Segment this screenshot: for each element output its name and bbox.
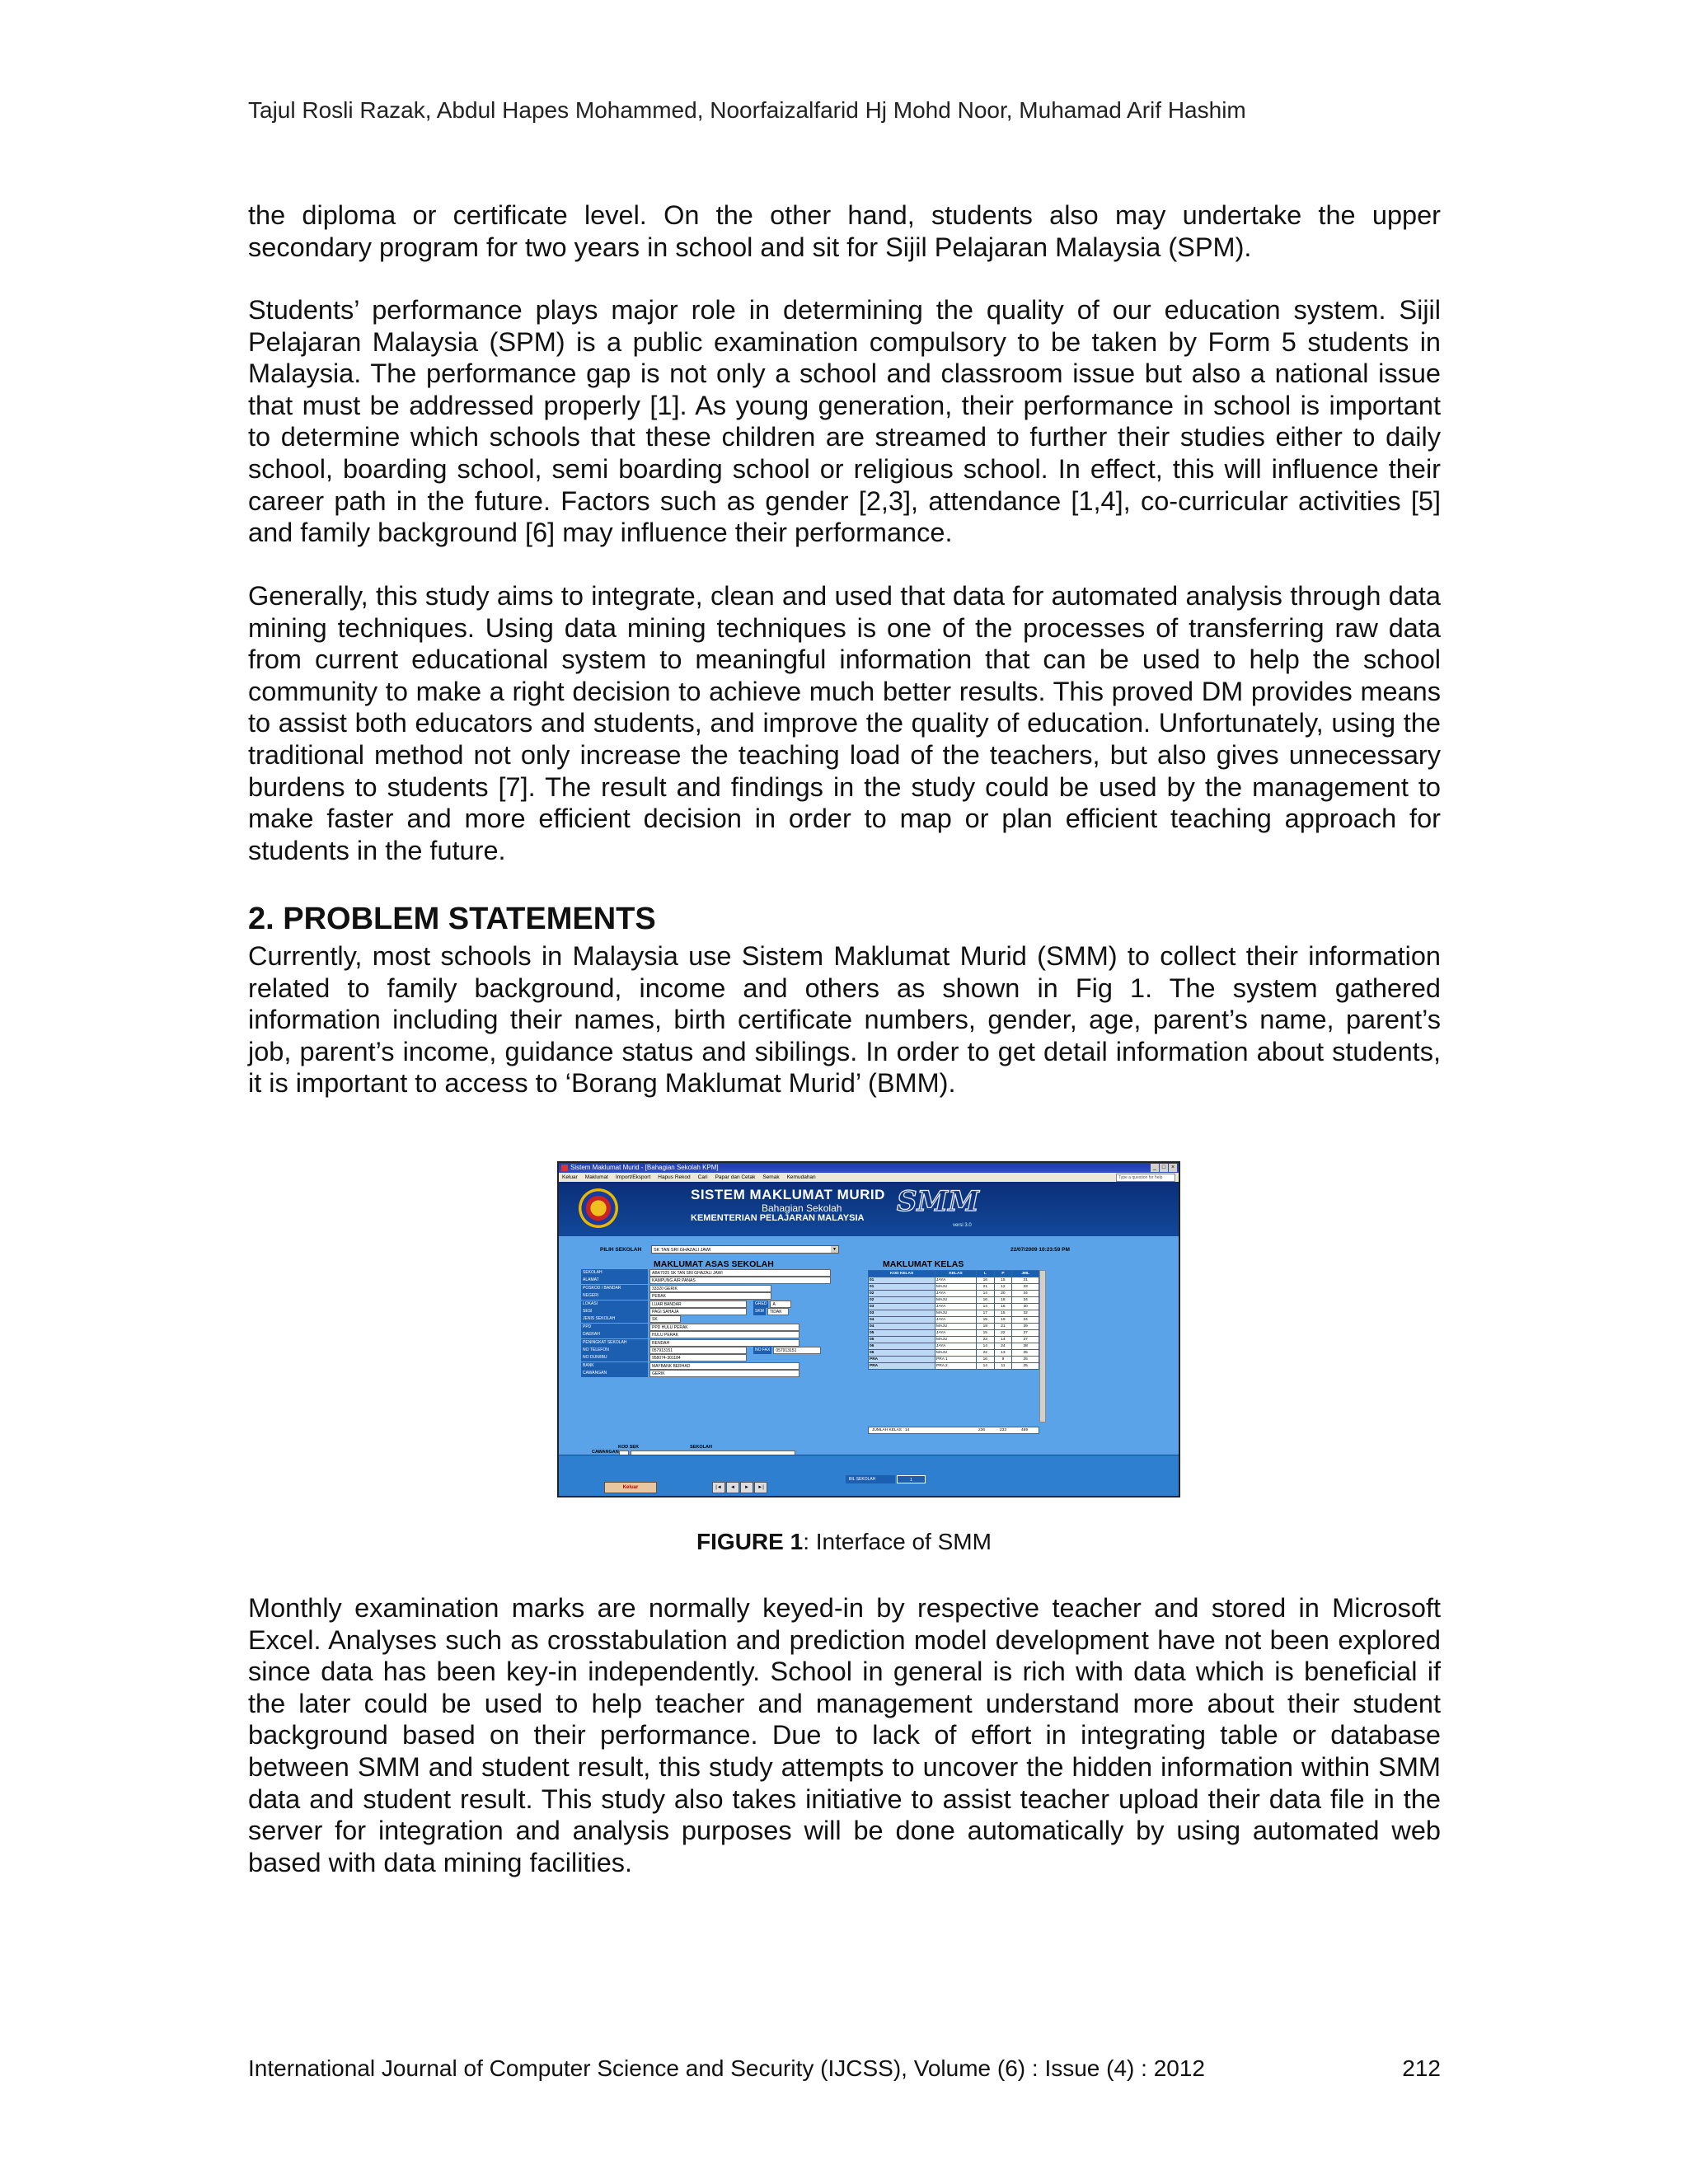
cell-jml: 33 <box>1012 1284 1039 1291</box>
pilih-sekolah-value: SK TAN SRI GHAZALI JAWI <box>654 1248 711 1253</box>
paragraph-smm-usage: Currently, most schools in Malaysia use Sistem Maklumat Murid (SMM) to collect their information related to family background, income and others as shown in Fig 1. The system gathered information including their names, birth certificate numbers, gender, age, parent’s name, parent’s job, parent’s income, guidance status and sibilings. In order to get detail information about students, it is important to access to ‘Borang Maklumat Murid’ (BMM). <box>248 941 1441 1099</box>
jumlah-l: 236 <box>978 1428 985 1432</box>
figure-caption <box>0 1529 1688 1555</box>
bil-sekolah-label: BIL SEKOLAH <box>846 1475 895 1483</box>
table-row[interactable] <box>869 1330 1039 1337</box>
form-field-label: SEKOLAH <box>581 1269 648 1277</box>
form-field-label: NO TELEFON <box>581 1347 648 1354</box>
datetime-display: 22/07/2009 10:23:59 PM <box>1010 1247 1070 1253</box>
journal-citation: International Journal of Computer Science and Security (IJCSS), Volume (6) : Issue (4) : 2012 <box>248 2055 1206 2081</box>
cell-p: 22 <box>994 1330 1012 1337</box>
cell-kelas: JAYA <box>935 1343 977 1350</box>
cell-kod: 02 <box>869 1297 935 1304</box>
table-row[interactable] <box>869 1284 1039 1291</box>
cell-kelas: MAJU <box>935 1324 977 1330</box>
form-field-value[interactable]: SK <box>649 1315 681 1323</box>
table-row[interactable] <box>869 1317 1039 1324</box>
form-field-value[interactable]: 057913151 <box>649 1347 747 1354</box>
cell-l: 15 <box>977 1317 995 1324</box>
paragraph-performance: Students’ performance plays major role in determining the quality of our education system. Sijil Pelajaran Malaysia (SPM) is a public examination compulsory to be taken by Form 5 students in Malaysia. The performance gap is not only a school and classroom issue but also a national issue that must be addressed properly [1]. As young generation, their performance in school is important to determine which schools that these children are streamed to further their studies either to daily school, boarding school, semi boarding school or religious school. In effect, this will influence their career path in the future. Factors such as gender [2,3], attendance [1,4], co-curricular activities [5] and family background [6] may influence their performance. <box>248 295 1441 548</box>
kelas-table <box>868 1270 1039 1370</box>
cell-kelas: MAJU <box>935 1337 977 1343</box>
form-field-value[interactable]: ABA7025 SK TAN SRI GHAZALI JAWI <box>649 1269 831 1277</box>
cell-kod: 04 <box>869 1317 935 1324</box>
keluar-button[interactable]: Keluar <box>604 1482 657 1493</box>
cell-l: 18 <box>977 1324 995 1330</box>
form-field-value[interactable]: MAYBANK BERHAD <box>649 1362 799 1370</box>
form-field-value[interactable]: KAMPUNG AIR PANAS <box>649 1277 831 1284</box>
form-field-value[interactable]: LUAR BANDAR <box>649 1301 747 1308</box>
table-row[interactable] <box>869 1277 1039 1284</box>
form-field-value[interactable]: RENDAH <box>649 1339 799 1347</box>
cell-l: 14 <box>977 1343 995 1350</box>
smm-banner <box>559 1182 1179 1236</box>
cell-jml: 34 <box>1012 1317 1039 1324</box>
form-field-value[interactable]: PAGI SAHAJA <box>649 1308 747 1315</box>
form-extra-label: SKM <box>755 1309 764 1314</box>
jumlah-label: JUMLAH KELAS : 14 <box>872 1428 910 1432</box>
close-icon[interactable]: × <box>1169 1164 1177 1172</box>
jumlah-row <box>868 1427 1039 1434</box>
menu-item-keluar[interactable]: Keluar <box>562 1174 578 1180</box>
form-field-label: JENIS SEKOLAH <box>581 1315 648 1323</box>
cell-kod: 01 <box>869 1277 935 1284</box>
form-extra-label: NO FAX <box>755 1347 771 1352</box>
cell-p: 15 <box>994 1310 1012 1317</box>
heading-maklumat-asas: MAKLUMAT ASAS SEKOLAH <box>654 1259 774 1269</box>
cell-kod: 01 <box>869 1284 935 1291</box>
cell-kod: 06 <box>869 1343 935 1350</box>
paragraph-study-aim: Generally, this study aims to integrate, clean and used that data for automated analysis through data mining techniques. Using data mining techniques is one of the processes of transferring raw data from current educational system to meaningful information that can be used to help the school community to make a right decision to achieve much better results. This proved DM provides means to assist both educators and students, and improve the quality of education. Unfortunately, using the traditional method not only increase the teaching load of the teachers, but also gives unnecessary burdens to students [7]. The result and findings in the study could be used by the management to make faster and more efficient decision in order to map or plan efficient teaching approach for students in the future. <box>248 581 1441 865</box>
cell-l: 23 <box>977 1337 995 1343</box>
section-heading: 2. PROBLEM STATEMENTS <box>248 902 656 936</box>
form-extra-value[interactable]: A <box>770 1301 791 1308</box>
table-row[interactable] <box>869 1304 1039 1310</box>
cell-kod: PRA <box>869 1357 935 1363</box>
menu-item-papar-cetak[interactable]: Papar dan Cetak <box>715 1174 756 1180</box>
cell-p: 16 <box>994 1304 1012 1310</box>
form-field-label: POSKOD / BANDAR <box>581 1285 648 1292</box>
table-row[interactable] <box>869 1310 1039 1317</box>
table-row[interactable] <box>869 1324 1039 1330</box>
cell-p: 13 <box>994 1350 1012 1357</box>
cell-l: 14 <box>977 1304 995 1310</box>
form-field-label: ALAMAT <box>581 1277 648 1284</box>
figure-caption-label: FIGURE 1 <box>696 1529 804 1554</box>
cell-kod: 05 <box>869 1337 935 1343</box>
col-p: P <box>994 1271 1012 1277</box>
cell-jml: 39 <box>1012 1324 1039 1330</box>
cell-kelas: MAJU <box>935 1350 977 1357</box>
cell-kelas: MAJU <box>935 1284 977 1291</box>
cell-jml: 31 <box>1012 1277 1039 1284</box>
cell-kelas: JAYA <box>935 1291 977 1297</box>
cell-l: 14 <box>977 1363 995 1370</box>
cell-p: 24 <box>994 1343 1012 1350</box>
cell-kelas: JAYA <box>935 1317 977 1324</box>
figure-smm-interface <box>557 1161 1180 1497</box>
cell-kelas: JAYA <box>935 1277 977 1284</box>
cell-l: 16 <box>977 1357 995 1363</box>
cawangan-label: CAWANGAN <box>592 1450 619 1455</box>
cell-jml: 25 <box>1012 1363 1039 1370</box>
cell-l: 17 <box>977 1310 995 1317</box>
cell-jml: 37 <box>1012 1337 1039 1343</box>
form-field-value[interactable]: GERIK <box>649 1370 799 1377</box>
cell-p: 12 <box>994 1284 1012 1291</box>
form-field-label: PPD <box>581 1324 648 1331</box>
version-label: versi 3.0 <box>953 1223 972 1228</box>
form-field-label: SESI <box>581 1308 648 1315</box>
cell-l: 15 <box>977 1330 995 1337</box>
last-record-button[interactable]: ►| <box>754 1482 767 1493</box>
menu-item-semak[interactable]: Semak <box>762 1174 780 1180</box>
cell-jml: 37 <box>1012 1330 1039 1337</box>
cell-l: 14 <box>977 1291 995 1297</box>
cell-l: 21 <box>977 1284 995 1291</box>
table-row[interactable] <box>869 1350 1039 1357</box>
menu-item-maklumat[interactable]: Maklumat <box>584 1174 608 1180</box>
form-field-label: CAWANGAN <box>581 1370 648 1377</box>
form-field-value[interactable]: PERAK <box>649 1292 771 1300</box>
form-extra-label: GRED <box>755 1301 767 1306</box>
window-title: Sistem Maklumat Murid - [Bahagian Sekolah KPM] <box>570 1164 719 1171</box>
pilih-sekolah-label: PILIH SEKOLAH <box>600 1247 642 1253</box>
cawangan-headers <box>618 1445 712 1450</box>
cell-l: 16 <box>977 1297 995 1304</box>
menu-item-kemudahan[interactable]: Kemudahan <box>786 1174 816 1180</box>
cell-kod: 03 <box>869 1310 935 1317</box>
form-field-label: DAERAH <box>581 1331 648 1338</box>
jumlah-p: 233 <box>999 1428 1006 1432</box>
cell-jml: 25 <box>1012 1357 1039 1363</box>
banner-title: SISTEM MAKLUMAT MURID <box>691 1187 885 1202</box>
cell-l: 22 <box>977 1350 995 1357</box>
form-row <box>581 1370 799 1378</box>
col-l: L <box>977 1271 995 1277</box>
maximize-icon[interactable]: □ <box>1160 1164 1168 1172</box>
page-footer <box>248 2055 1441 2082</box>
cell-jml: 38 <box>1012 1343 1039 1350</box>
cell-kod: 04 <box>869 1324 935 1330</box>
form-field-value[interactable]: HULU PERAK <box>649 1331 799 1338</box>
window-controls <box>1151 1164 1177 1172</box>
cell-jml: 32 <box>1012 1310 1039 1317</box>
form-field-label: NEGERI <box>581 1292 648 1300</box>
table-row[interactable] <box>869 1357 1039 1363</box>
cell-kelas: PRA 1 <box>935 1357 977 1363</box>
cell-jml: 34 <box>1012 1291 1039 1297</box>
cell-p: 15 <box>994 1277 1012 1284</box>
heading-maklumat-kelas: MAKLUMAT KELAS <box>883 1259 964 1269</box>
chevron-down-icon[interactable]: ▼ <box>831 1246 838 1253</box>
cell-p: 18 <box>994 1297 1012 1304</box>
menu-bar <box>559 1173 1179 1182</box>
cell-kelas: JAYA <box>935 1304 977 1310</box>
form-field-value[interactable]: 958074-301184 <box>649 1354 747 1361</box>
cell-kod: 05 <box>869 1330 935 1337</box>
paragraph-diploma: the diploma or certificate level. On the other hand, students also may undertake the upper secondary program for two years in school and sit for Sijil Pelajaran Malaysia (SPM). <box>248 200 1441 262</box>
cell-jml: 30 <box>1012 1304 1039 1310</box>
cell-p: 21 <box>994 1324 1012 1330</box>
form-extra-value[interactable]: 057913151 <box>773 1347 821 1354</box>
banner-subtitle: Bahagian Sekolah <box>762 1202 842 1214</box>
app-icon <box>561 1165 568 1171</box>
cell-kod: 06 <box>869 1350 935 1357</box>
menu-item-hapus-rekod[interactable]: Hapus Rekod <box>658 1174 691 1180</box>
form-extra-value[interactable]: TIDAK <box>767 1308 789 1315</box>
pilih-sekolah-select[interactable] <box>651 1245 839 1254</box>
menu-item-cari[interactable]: Cari <box>697 1174 708 1180</box>
cell-kelas: JAYA <box>935 1330 977 1337</box>
minimize-icon[interactable]: _ <box>1151 1164 1159 1172</box>
jumlah-total: 469 <box>1020 1428 1028 1432</box>
kod-sek-label: KOD SEK <box>618 1445 640 1450</box>
cell-kod: 03 <box>869 1304 935 1310</box>
table-row[interactable] <box>869 1343 1039 1350</box>
cell-p: 9 <box>994 1357 1012 1363</box>
cell-jml: 34 <box>1012 1297 1039 1304</box>
cell-kelas: MAJU <box>935 1310 977 1317</box>
col-kod-kelas: KOD KELAS <box>869 1271 935 1277</box>
menu-item-import-eksport[interactable]: Import/Eksport <box>615 1174 651 1180</box>
page-number: 212 <box>1402 2055 1441 2081</box>
smm-body <box>559 1236 1179 1496</box>
col-kelas: KELAS <box>935 1271 977 1277</box>
form-field-label: PENINGKAT SEKOLAH <box>581 1339 648 1347</box>
running-header: Tajul Rosli Razak, Abdul Hapes Mohammed, Noorfaizalfarid Hj Mohd Noor, Muhamad Arif Hashim <box>248 97 1246 123</box>
figure-caption-text: : Interface of SMM <box>803 1529 992 1554</box>
form-field-label: NO DUN/IBU <box>581 1354 648 1361</box>
cell-kod: 02 <box>869 1291 935 1297</box>
form-field-value[interactable]: PPD HULU PERAK <box>649 1324 799 1331</box>
banner-ministry: KEMENTERIAN PELAJARAN MALAYSIA <box>691 1213 865 1223</box>
sekolah-label: SEKOLAH <box>690 1445 712 1450</box>
form-field-value[interactable]: 33320 GERIK <box>649 1285 771 1292</box>
cell-p: 19 <box>994 1317 1012 1324</box>
table-row[interactable] <box>869 1363 1039 1370</box>
window-titlebar <box>559 1163 1179 1173</box>
table-row[interactable] <box>869 1291 1039 1297</box>
table-header-row <box>869 1271 1039 1277</box>
cell-jml: 35 <box>1012 1350 1039 1357</box>
cell-kelas: MAJU <box>935 1297 977 1304</box>
paragraph-monthly-exams: Monthly examination marks are normally keyed-in by respective teacher and stored in Microsoft Excel. Analyses such as crosstabulation and prediction model development have not been explored since data has been key-in independently. School in general is rich with data which is beneficial if the later could be used to help teacher and management understand more about their student background based on their performance. Due to lack of effort in integrating table or database between SMM and student result, this study attempts to uncover the hidden information within SMM data and student result. This study also takes initiative to assist teacher upload their data file in the server for integration and analysis purposes will be done automatically by using automated web based with data mining facilities. <box>248 1593 1441 1877</box>
col-jml: JML <box>1012 1271 1039 1277</box>
next-record-button[interactable]: ► <box>740 1482 753 1493</box>
cell-p: 14 <box>994 1337 1012 1343</box>
cell-kod: PRA <box>869 1363 935 1370</box>
cell-l: 16 <box>977 1277 995 1284</box>
prev-record-button[interactable]: ◄ <box>726 1482 739 1493</box>
help-search-input[interactable]: Type a question for help <box>1116 1174 1175 1182</box>
first-record-button[interactable]: |◄ <box>712 1482 725 1493</box>
smm-logo: SMM <box>897 1185 979 1218</box>
table-row[interactable] <box>869 1337 1039 1343</box>
cell-kelas: PRA 2 <box>935 1363 977 1370</box>
cell-p: 11 <box>994 1363 1012 1370</box>
form-field-label: BANK <box>581 1362 648 1370</box>
table-row[interactable] <box>869 1297 1039 1304</box>
cell-p: 20 <box>994 1291 1012 1297</box>
table-scrollbar[interactable] <box>1039 1270 1046 1422</box>
record-navigation <box>712 1482 767 1493</box>
ministry-crest-icon <box>579 1188 618 1228</box>
bil-sekolah-value: 1 <box>897 1475 926 1483</box>
form-field-label: LOKASI <box>581 1301 648 1308</box>
